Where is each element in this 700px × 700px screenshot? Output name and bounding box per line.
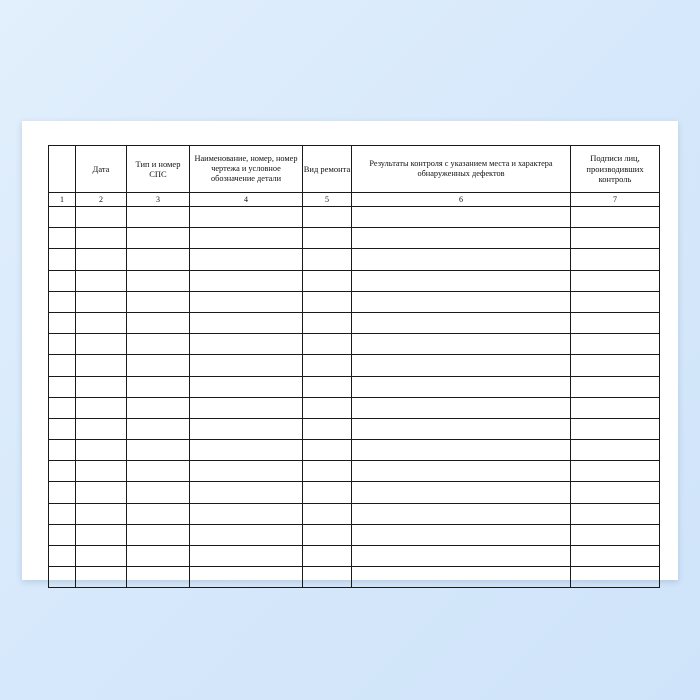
- table-cell[interactable]: [76, 440, 127, 461]
- table-cell[interactable]: [190, 291, 303, 312]
- header-cell-part-name: Наименование, номер, номер чертежа и условное обозначение детали: [190, 146, 303, 193]
- table-cell[interactable]: [303, 334, 352, 355]
- table-cell[interactable]: [352, 567, 571, 588]
- table-cell[interactable]: [352, 334, 571, 355]
- table-cell[interactable]: [76, 524, 127, 545]
- table-cell[interactable]: [303, 228, 352, 249]
- table-cell[interactable]: [49, 249, 76, 270]
- journal-table-body: [49, 146, 660, 588]
- header-cell-1: [49, 146, 76, 193]
- table-cell[interactable]: [352, 249, 571, 270]
- table-cell[interactable]: [49, 228, 76, 249]
- table-cell[interactable]: [127, 270, 190, 291]
- table-cell[interactable]: [571, 524, 660, 545]
- table-cell[interactable]: [571, 503, 660, 524]
- table-cell[interactable]: [76, 418, 127, 439]
- document-page: [22, 121, 678, 580]
- table-cell[interactable]: [190, 440, 303, 461]
- table-cell[interactable]: [571, 482, 660, 503]
- table-cell[interactable]: [303, 355, 352, 376]
- table-cell[interactable]: [49, 334, 76, 355]
- table-cell[interactable]: [76, 249, 127, 270]
- table-cell[interactable]: [49, 207, 76, 228]
- table-cell[interactable]: [571, 567, 660, 588]
- table-cell[interactable]: [76, 291, 127, 312]
- table-cell[interactable]: [76, 567, 127, 588]
- table-cell[interactable]: [127, 503, 190, 524]
- table-row[interactable]: [49, 207, 660, 228]
- table-cell[interactable]: [571, 418, 660, 439]
- table-cell[interactable]: [49, 418, 76, 439]
- table-row[interactable]: [49, 376, 660, 397]
- table-cell[interactable]: [571, 207, 660, 228]
- table-cell[interactable]: [190, 376, 303, 397]
- table-cell[interactable]: [190, 503, 303, 524]
- table-row[interactable]: [49, 312, 660, 333]
- table-cell[interactable]: [76, 546, 127, 567]
- table-row[interactable]: [49, 418, 660, 439]
- table-cell[interactable]: [303, 461, 352, 482]
- table-cell[interactable]: [190, 461, 303, 482]
- table-row[interactable]: [49, 546, 660, 567]
- table-cell[interactable]: [303, 270, 352, 291]
- table-cell[interactable]: [49, 291, 76, 312]
- table-cell[interactable]: [190, 355, 303, 376]
- table-cell[interactable]: [190, 228, 303, 249]
- table-cell[interactable]: [76, 270, 127, 291]
- table-row[interactable]: [49, 567, 660, 588]
- table-cell[interactable]: [127, 461, 190, 482]
- table-row[interactable]: [49, 397, 660, 418]
- journal-table: [48, 145, 660, 588]
- table-cell[interactable]: [127, 397, 190, 418]
- table-cell[interactable]: [571, 270, 660, 291]
- journal-sheet: [48, 145, 652, 553]
- table-cell[interactable]: [303, 482, 352, 503]
- table-cell[interactable]: [303, 291, 352, 312]
- table-cell[interactable]: [190, 207, 303, 228]
- table-cell[interactable]: [76, 376, 127, 397]
- table-cell[interactable]: [76, 503, 127, 524]
- table-cell[interactable]: [190, 312, 303, 333]
- column-number-4: 4: [190, 193, 303, 207]
- table-cell[interactable]: [127, 355, 190, 376]
- table-cell[interactable]: [127, 440, 190, 461]
- table-cell[interactable]: [49, 376, 76, 397]
- table-cell[interactable]: [303, 567, 352, 588]
- table-cell[interactable]: [352, 207, 571, 228]
- table-cell[interactable]: [76, 312, 127, 333]
- table-cell[interactable]: [571, 228, 660, 249]
- table-cell[interactable]: [127, 418, 190, 439]
- header-cell-inspection-results: Результаты контроля с указанием места и характера обнаруженных дефектов: [352, 146, 571, 193]
- column-number-1: 1: [49, 193, 76, 207]
- table-row[interactable]: [49, 355, 660, 376]
- header-cell-signatures: Подписи лиц, производивших контроль: [571, 146, 660, 193]
- table-cell[interactable]: [303, 524, 352, 545]
- table-cell[interactable]: [352, 440, 571, 461]
- table-cell[interactable]: [352, 376, 571, 397]
- table-cell[interactable]: [76, 461, 127, 482]
- table-row[interactable]: [49, 440, 660, 461]
- column-number-6: 6: [352, 193, 571, 207]
- table-cell[interactable]: [190, 524, 303, 545]
- table-row[interactable]: [49, 270, 660, 291]
- column-number-row: [49, 193, 660, 207]
- header-cell-type-number: Тип и номер СПС: [127, 146, 190, 193]
- table-cell[interactable]: [190, 270, 303, 291]
- table-cell[interactable]: [571, 334, 660, 355]
- column-number-3: 3: [127, 193, 190, 207]
- table-cell[interactable]: [76, 207, 127, 228]
- table-cell[interactable]: [127, 567, 190, 588]
- table-cell[interactable]: [127, 207, 190, 228]
- table-cell[interactable]: [49, 270, 76, 291]
- table-cell[interactable]: [127, 291, 190, 312]
- table-cell[interactable]: [49, 312, 76, 333]
- table-cell[interactable]: [571, 461, 660, 482]
- table-cell[interactable]: [303, 440, 352, 461]
- table-row[interactable]: [49, 524, 660, 545]
- table-row[interactable]: [49, 228, 660, 249]
- table-cell[interactable]: [49, 355, 76, 376]
- table-cell[interactable]: [303, 312, 352, 333]
- table-cell[interactable]: [352, 418, 571, 439]
- table-cell[interactable]: [49, 461, 76, 482]
- table-cell[interactable]: [76, 334, 127, 355]
- table-cell[interactable]: [352, 461, 571, 482]
- table-cell[interactable]: [571, 440, 660, 461]
- table-cell[interactable]: [76, 397, 127, 418]
- table-cell[interactable]: [352, 312, 571, 333]
- table-cell[interactable]: [352, 397, 571, 418]
- table-cell[interactable]: [127, 482, 190, 503]
- header-cell-date: Дата: [76, 146, 127, 193]
- table-cell[interactable]: [352, 291, 571, 312]
- table-cell[interactable]: [127, 249, 190, 270]
- table-cell[interactable]: [49, 440, 76, 461]
- table-cell[interactable]: [352, 524, 571, 545]
- table-cell[interactable]: [127, 546, 190, 567]
- table-row[interactable]: [49, 503, 660, 524]
- table-cell[interactable]: [127, 312, 190, 333]
- table-cell[interactable]: [190, 249, 303, 270]
- table-cell[interactable]: [303, 207, 352, 228]
- table-cell[interactable]: [571, 249, 660, 270]
- column-number-7: 7: [571, 193, 660, 207]
- table-cell[interactable]: [352, 228, 571, 249]
- table-cell[interactable]: [49, 503, 76, 524]
- table-cell[interactable]: [49, 567, 76, 588]
- table-cell[interactable]: [49, 482, 76, 503]
- table-row[interactable]: [49, 249, 660, 270]
- header-cell-repair-type: Вид ремонта: [303, 146, 352, 193]
- table-cell[interactable]: [190, 397, 303, 418]
- table-cell[interactable]: [76, 482, 127, 503]
- table-cell[interactable]: [571, 312, 660, 333]
- table-cell[interactable]: [303, 397, 352, 418]
- table-cell[interactable]: [127, 524, 190, 545]
- table-row[interactable]: [49, 334, 660, 355]
- table-cell[interactable]: [190, 418, 303, 439]
- table-cell[interactable]: [190, 334, 303, 355]
- table-cell[interactable]: [352, 270, 571, 291]
- table-cell[interactable]: [303, 546, 352, 567]
- table-cell[interactable]: [571, 376, 660, 397]
- table-cell[interactable]: [571, 397, 660, 418]
- table-cell[interactable]: [571, 355, 660, 376]
- table-cell[interactable]: [571, 546, 660, 567]
- table-cell[interactable]: [127, 228, 190, 249]
- table-cell[interactable]: [190, 546, 303, 567]
- table-row[interactable]: [49, 482, 660, 503]
- table-cell[interactable]: [190, 567, 303, 588]
- table-cell[interactable]: [352, 546, 571, 567]
- table-cell[interactable]: [303, 418, 352, 439]
- table-cell[interactable]: [49, 524, 76, 545]
- table-cell[interactable]: [127, 376, 190, 397]
- table-cell[interactable]: [303, 249, 352, 270]
- column-number-5: 5: [303, 193, 352, 207]
- table-cell[interactable]: [49, 397, 76, 418]
- table-cell[interactable]: [190, 482, 303, 503]
- table-cell[interactable]: [352, 482, 571, 503]
- table-cell[interactable]: [76, 355, 127, 376]
- column-number-2: 2: [76, 193, 127, 207]
- table-cell[interactable]: [303, 376, 352, 397]
- table-cell[interactable]: [352, 355, 571, 376]
- table-cell[interactable]: [76, 228, 127, 249]
- table-row[interactable]: [49, 291, 660, 312]
- table-header-row: [49, 146, 660, 193]
- table-row[interactable]: [49, 461, 660, 482]
- table-cell[interactable]: [127, 334, 190, 355]
- table-cell[interactable]: [303, 503, 352, 524]
- table-cell[interactable]: [571, 291, 660, 312]
- table-cell[interactable]: [49, 546, 76, 567]
- table-cell[interactable]: [352, 503, 571, 524]
